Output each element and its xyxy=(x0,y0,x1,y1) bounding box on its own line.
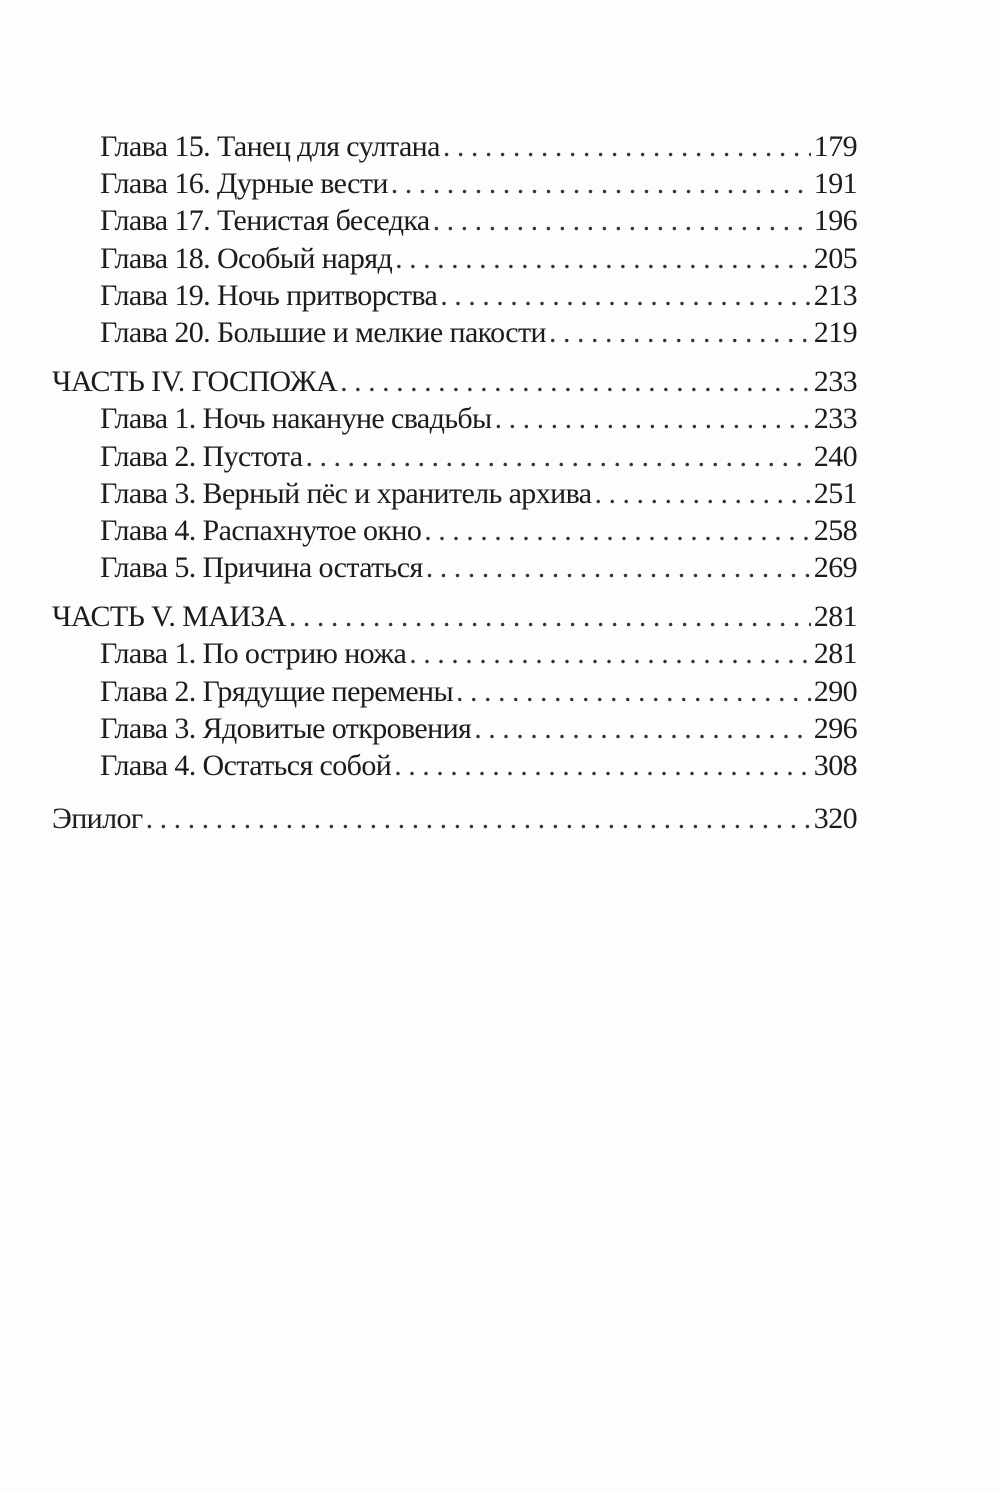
toc-entry-page: 281 xyxy=(813,637,857,671)
toc-entry-page: 219 xyxy=(813,315,857,349)
toc-entry-page: 213 xyxy=(813,278,857,312)
toc-entry-title: Глава 1. По острию ножа xyxy=(100,637,407,671)
toc-entry-page: 296 xyxy=(813,711,857,745)
toc-entry-page: 269 xyxy=(813,551,857,585)
dot-leader xyxy=(289,598,811,635)
toc-entry-chapter xyxy=(52,549,857,586)
toc-entry-page: 281 xyxy=(813,600,857,634)
toc-entry-epilogue xyxy=(52,800,857,837)
toc-entry-title: Глава 19. Ночь притворства xyxy=(100,278,438,312)
toc-entry-page: 290 xyxy=(813,674,857,708)
toc-entry-title: Глава 2. Грядущие перемены xyxy=(100,674,454,708)
toc-entry-title: ЧАСТЬ V. МАИЗА xyxy=(52,600,286,634)
toc-entry-chapter xyxy=(52,202,857,239)
toc-entry-chapter xyxy=(52,710,857,747)
toc-entry-page: 191 xyxy=(813,167,857,201)
toc-entry-chapter xyxy=(52,512,857,549)
toc-entry-page: 179 xyxy=(813,130,857,163)
toc-entry-title: Глава 20. Большие и мелкие пакости xyxy=(100,315,546,349)
toc-entry-chapter xyxy=(52,475,857,512)
dot-leader xyxy=(424,512,811,549)
toc-entry-title: Глава 18. Особый наряд xyxy=(100,241,393,275)
toc-entry-chapter xyxy=(52,400,857,437)
dot-leader xyxy=(433,202,811,239)
toc-entry-part xyxy=(52,598,857,635)
dot-leader xyxy=(456,673,811,710)
toc-entry-title: Глава 4. Распахнутое окно xyxy=(100,513,422,547)
dot-leader xyxy=(395,240,811,277)
toc-entry-page: 308 xyxy=(813,749,857,782)
toc-entry-title: Эпилог xyxy=(52,802,143,836)
dot-leader xyxy=(549,314,811,351)
toc-entry-chapter xyxy=(52,165,857,202)
toc-entry-title: Глава 1. Ночь накануне свадьбы xyxy=(100,402,492,436)
toc-entry-title: Глава 3. Верный пёс и хранитель архива xyxy=(100,476,592,510)
dot-leader xyxy=(495,400,811,437)
dot-leader xyxy=(440,277,811,314)
toc-entry-title: Глава 16. Дурные вести xyxy=(100,167,388,201)
toc-entry-page: 251 xyxy=(813,476,857,510)
toc-entry-title: Глава 17. Тенистая беседка xyxy=(100,204,430,238)
toc-entry-chapter xyxy=(52,128,857,165)
toc-entry-title: Глава 4. Остаться собой xyxy=(100,749,392,782)
toc-entry-title: Глава 5. Причина остаться xyxy=(100,551,423,585)
toc-entry-title: Глава 15. Танец для султана xyxy=(100,130,440,163)
toc-entry-title: Глава 2. Пустота xyxy=(100,439,303,473)
dot-leader xyxy=(146,800,811,837)
dot-leader xyxy=(443,128,811,165)
toc-entry-page: 196 xyxy=(813,204,857,238)
toc-entry-page: 233 xyxy=(813,365,857,399)
dot-leader xyxy=(394,747,811,784)
dot-leader xyxy=(340,363,811,400)
toc-entry-page: 320 xyxy=(813,802,857,836)
toc-entry-chapter xyxy=(52,277,857,314)
dot-leader xyxy=(409,635,811,672)
dot-leader xyxy=(305,438,810,475)
toc-entry-chapter xyxy=(52,635,857,672)
toc-entry-title: ЧАСТЬ IV. ГОСПОЖА xyxy=(52,365,338,399)
dot-leader xyxy=(426,549,811,586)
toc-entry-chapter xyxy=(52,438,857,475)
dot-leader xyxy=(594,475,810,512)
dot-leader xyxy=(391,165,811,202)
toc-entry-chapter xyxy=(52,747,857,784)
toc-entry-page: 233 xyxy=(813,402,857,436)
toc-entry-chapter xyxy=(52,314,857,351)
toc-entry-page: 240 xyxy=(813,439,857,473)
toc-entry-part xyxy=(52,363,857,400)
table-of-contents xyxy=(52,128,857,837)
toc-entry-chapter xyxy=(52,673,857,710)
toc-entry-chapter xyxy=(52,240,857,277)
dot-leader xyxy=(474,710,811,747)
toc-entry-page: 258 xyxy=(813,513,857,547)
toc-entry-title: Глава 3. Ядовитые откровения xyxy=(100,711,472,745)
toc-entry-page: 205 xyxy=(813,241,857,275)
